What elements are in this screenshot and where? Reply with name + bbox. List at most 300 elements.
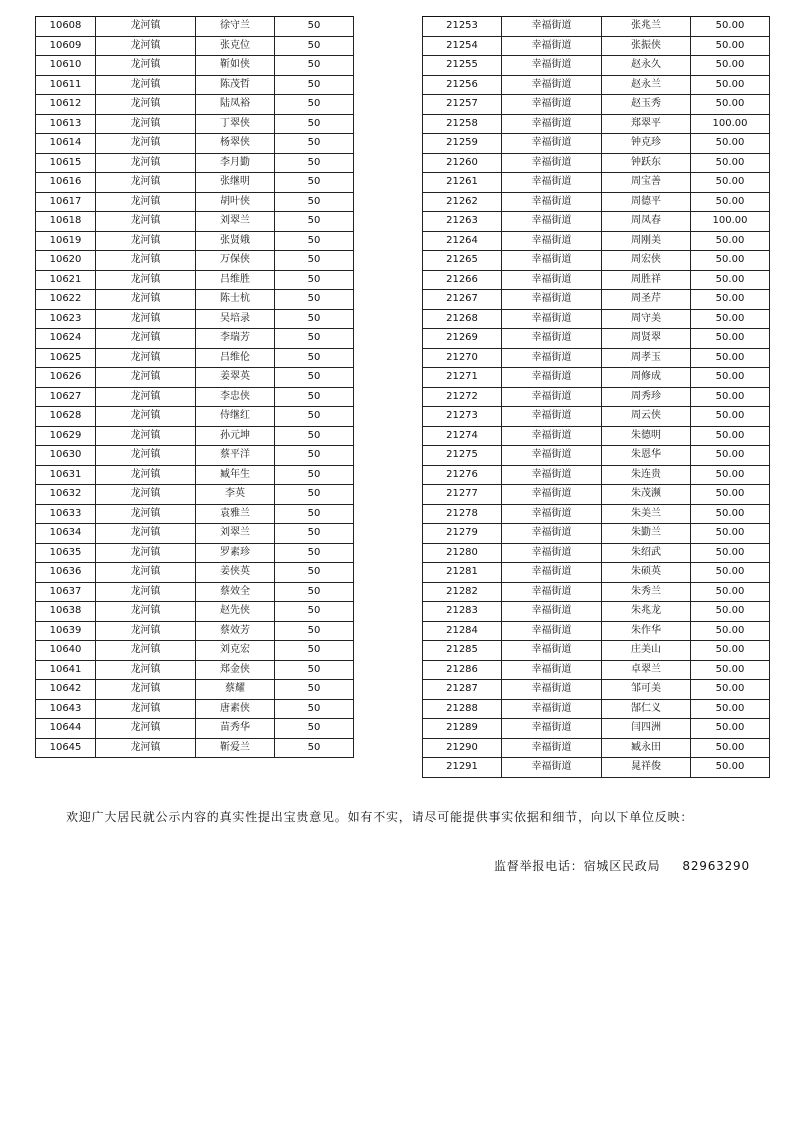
- table-row: [423, 543, 770, 563]
- district-cell: 龙河镇: [96, 212, 196, 232]
- table-row: [423, 504, 770, 524]
- serial-number-cell: 10612: [36, 95, 96, 115]
- serial-number-cell: 21259: [423, 134, 502, 154]
- district-cell: 幸福街道: [502, 699, 602, 719]
- serial-number-cell: 10614: [36, 134, 96, 154]
- table-row: [36, 582, 354, 602]
- amount-cell: 50: [275, 309, 354, 329]
- name-cell: 蔡效全: [196, 582, 275, 602]
- district-cell: 幸福街道: [502, 212, 602, 232]
- district-cell: 幸福街道: [502, 348, 602, 368]
- serial-number-cell: 21274: [423, 426, 502, 446]
- name-cell: 赵玉秀: [602, 95, 691, 115]
- serial-number-cell: 10641: [36, 660, 96, 680]
- serial-number-cell: 10617: [36, 192, 96, 212]
- district-cell: 龙河镇: [96, 446, 196, 466]
- serial-number-cell: 21270: [423, 348, 502, 368]
- amount-cell: 50: [275, 738, 354, 758]
- district-cell: 龙河镇: [96, 602, 196, 622]
- amount-cell: 50: [275, 348, 354, 368]
- serial-number-cell: 10640: [36, 641, 96, 661]
- district-cell: 幸福街道: [502, 641, 602, 661]
- table-row: [36, 621, 354, 641]
- table-row: [36, 309, 354, 329]
- table-row: [36, 368, 354, 388]
- serial-number-cell: 21261: [423, 173, 502, 193]
- name-cell: 罗素珍: [196, 543, 275, 563]
- amount-cell: 50.00: [691, 699, 770, 719]
- table-row: [36, 699, 354, 719]
- right-table-body: [423, 17, 770, 778]
- district-cell: 龙河镇: [96, 719, 196, 739]
- table-row: [36, 17, 354, 37]
- table-row: [36, 231, 354, 251]
- table-row: [423, 426, 770, 446]
- table-row: [423, 290, 770, 310]
- serial-number-cell: 21260: [423, 153, 502, 173]
- name-cell: 朱秀兰: [602, 582, 691, 602]
- district-cell: 幸福街道: [502, 309, 602, 329]
- table-row: [36, 114, 354, 134]
- table-row: [423, 192, 770, 212]
- serial-number-cell: 10608: [36, 17, 96, 37]
- district-cell: 幸福街道: [502, 524, 602, 544]
- serial-number-cell: 10613: [36, 114, 96, 134]
- table-row: [36, 36, 354, 56]
- table-row: [423, 17, 770, 37]
- district-cell: 幸福街道: [502, 543, 602, 563]
- table-row: [423, 251, 770, 271]
- amount-cell: 50.00: [691, 426, 770, 446]
- serial-number-cell: 21267: [423, 290, 502, 310]
- district-cell: 龙河镇: [96, 504, 196, 524]
- amount-cell: 50.00: [691, 485, 770, 505]
- district-cell: 龙河镇: [96, 329, 196, 349]
- table-row: [36, 660, 354, 680]
- amount-cell: 50: [275, 231, 354, 251]
- amount-cell: 50: [275, 582, 354, 602]
- name-cell: 周凤春: [602, 212, 691, 232]
- district-cell: 幸福街道: [502, 407, 602, 427]
- amount-cell: 50.00: [691, 524, 770, 544]
- amount-cell: 50: [275, 699, 354, 719]
- name-cell: 胡叶侠: [196, 192, 275, 212]
- serial-number-cell: 21279: [423, 524, 502, 544]
- name-cell: 周秀珍: [602, 387, 691, 407]
- amount-cell: 50: [275, 485, 354, 505]
- table-row: [36, 426, 354, 446]
- district-cell: 龙河镇: [96, 563, 196, 583]
- amount-cell: 50.00: [691, 270, 770, 290]
- right-recipient-table: [422, 16, 770, 778]
- table-row: [423, 56, 770, 76]
- amount-cell: 50: [275, 465, 354, 485]
- district-cell: 龙河镇: [96, 75, 196, 95]
- serial-number-cell: 10631: [36, 465, 96, 485]
- district-cell: 幸福街道: [502, 36, 602, 56]
- amount-cell: 50: [275, 17, 354, 37]
- serial-number-cell: 10636: [36, 563, 96, 583]
- district-cell: 幸福街道: [502, 329, 602, 349]
- amount-cell: 50.00: [691, 309, 770, 329]
- district-cell: 龙河镇: [96, 680, 196, 700]
- amount-cell: 50: [275, 270, 354, 290]
- district-cell: 幸福街道: [502, 563, 602, 583]
- name-cell: 陈茂哲: [196, 75, 275, 95]
- district-cell: 龙河镇: [96, 17, 196, 37]
- table-row: [36, 543, 354, 563]
- serial-number-cell: 10635: [36, 543, 96, 563]
- district-cell: 幸福街道: [502, 368, 602, 388]
- serial-number-cell: 10621: [36, 270, 96, 290]
- serial-number-cell: 21276: [423, 465, 502, 485]
- table-row: [423, 212, 770, 232]
- name-cell: 丁翠侠: [196, 114, 275, 134]
- amount-cell: 50: [275, 134, 354, 154]
- hotline-number: 82963290: [682, 859, 750, 873]
- district-cell: 幸福街道: [502, 270, 602, 290]
- table-row: [423, 465, 770, 485]
- district-cell: 龙河镇: [96, 660, 196, 680]
- district-cell: 幸福街道: [502, 251, 602, 271]
- table-row: [36, 446, 354, 466]
- name-cell: 陆凤裕: [196, 95, 275, 115]
- table-row: [423, 485, 770, 505]
- amount-cell: 50: [275, 192, 354, 212]
- serial-number-cell: 10610: [36, 56, 96, 76]
- name-cell: 蔡效芳: [196, 621, 275, 641]
- table-row: [36, 212, 354, 232]
- district-cell: 幸福街道: [502, 680, 602, 700]
- amount-cell: 50.00: [691, 543, 770, 563]
- name-cell: 赵永久: [602, 56, 691, 76]
- amount-cell: 50.00: [691, 563, 770, 583]
- district-cell: 幸福街道: [502, 75, 602, 95]
- district-cell: 幸福街道: [502, 504, 602, 524]
- table-row: [423, 270, 770, 290]
- amount-cell: 50.00: [691, 368, 770, 388]
- name-cell: 朱茂濒: [602, 485, 691, 505]
- district-cell: 幸福街道: [502, 387, 602, 407]
- name-cell: 姜侠英: [196, 563, 275, 583]
- district-cell: 幸福街道: [502, 173, 602, 193]
- table-row: [36, 641, 354, 661]
- left-table-body: [36, 17, 354, 758]
- amount-cell: 50: [275, 446, 354, 466]
- amount-cell: 50: [275, 543, 354, 563]
- district-cell: 幸福街道: [502, 192, 602, 212]
- name-cell: 刘翠兰: [196, 212, 275, 232]
- table-row: [423, 231, 770, 251]
- serial-number-cell: 21284: [423, 621, 502, 641]
- amount-cell: 50.00: [691, 95, 770, 115]
- name-cell: 郜仁义: [602, 699, 691, 719]
- name-cell: 周云侠: [602, 407, 691, 427]
- district-cell: 幸福街道: [502, 17, 602, 37]
- district-cell: 幸福街道: [502, 582, 602, 602]
- name-cell: 张贤娥: [196, 231, 275, 251]
- serial-number-cell: 21277: [423, 485, 502, 505]
- district-cell: 龙河镇: [96, 368, 196, 388]
- table-row: [423, 348, 770, 368]
- amount-cell: 50.00: [691, 348, 770, 368]
- serial-number-cell: 10620: [36, 251, 96, 271]
- table-row: [36, 290, 354, 310]
- district-cell: 幸福街道: [502, 758, 602, 778]
- left-recipient-table: [35, 16, 354, 758]
- amount-cell: 50: [275, 660, 354, 680]
- serial-number-cell: 10624: [36, 329, 96, 349]
- name-cell: 张继明: [196, 173, 275, 193]
- table-row: [423, 114, 770, 134]
- serial-number-cell: 21253: [423, 17, 502, 37]
- table-row: [423, 407, 770, 427]
- district-cell: 龙河镇: [96, 348, 196, 368]
- name-cell: 朱兆龙: [602, 602, 691, 622]
- name-cell: 朱连贵: [602, 465, 691, 485]
- serial-number-cell: 10616: [36, 173, 96, 193]
- name-cell: 钟克珍: [602, 134, 691, 154]
- name-cell: 袁雅兰: [196, 504, 275, 524]
- name-cell: 蔡平洋: [196, 446, 275, 466]
- amount-cell: 50: [275, 602, 354, 622]
- district-cell: 幸福街道: [502, 465, 602, 485]
- table-row: [36, 738, 354, 758]
- table-row: [423, 173, 770, 193]
- serial-number-cell: 10630: [36, 446, 96, 466]
- table-row: [36, 524, 354, 544]
- serial-number-cell: 21291: [423, 758, 502, 778]
- district-cell: 龙河镇: [96, 641, 196, 661]
- serial-number-cell: 10642: [36, 680, 96, 700]
- table-row: [36, 387, 354, 407]
- serial-number-cell: 10629: [36, 426, 96, 446]
- table-row: [423, 641, 770, 661]
- district-cell: 幸福街道: [502, 426, 602, 446]
- serial-number-cell: 21255: [423, 56, 502, 76]
- amount-cell: 50.00: [691, 329, 770, 349]
- serial-number-cell: 21281: [423, 563, 502, 583]
- district-cell: 幸福街道: [502, 231, 602, 251]
- district-cell: 龙河镇: [96, 465, 196, 485]
- table-row: [423, 738, 770, 758]
- name-cell: 朱勤兰: [602, 524, 691, 544]
- table-row: [423, 329, 770, 349]
- district-cell: 龙河镇: [96, 95, 196, 115]
- serial-number-cell: 10623: [36, 309, 96, 329]
- name-cell: 靳爱兰: [196, 738, 275, 758]
- amount-cell: 50: [275, 504, 354, 524]
- name-cell: 周圣芹: [602, 290, 691, 310]
- name-cell: 卓翠兰: [602, 660, 691, 680]
- name-cell: 苗秀华: [196, 719, 275, 739]
- table-row: [36, 485, 354, 505]
- table-row: [36, 602, 354, 622]
- amount-cell: 50: [275, 524, 354, 544]
- district-cell: 幸福街道: [502, 134, 602, 154]
- table-row: [423, 660, 770, 680]
- district-cell: 龙河镇: [96, 582, 196, 602]
- table-row: [423, 758, 770, 778]
- serial-number-cell: 10628: [36, 407, 96, 427]
- amount-cell: 50.00: [691, 407, 770, 427]
- name-cell: 周胜祥: [602, 270, 691, 290]
- serial-number-cell: 21265: [423, 251, 502, 271]
- district-cell: 龙河镇: [96, 485, 196, 505]
- name-cell: 朱恩华: [602, 446, 691, 466]
- table-row: [36, 192, 354, 212]
- district-cell: 幸福街道: [502, 660, 602, 680]
- table-row: [423, 368, 770, 388]
- serial-number-cell: 10622: [36, 290, 96, 310]
- district-cell: 龙河镇: [96, 231, 196, 251]
- name-cell: 周德平: [602, 192, 691, 212]
- name-cell: 周修成: [602, 368, 691, 388]
- district-cell: 龙河镇: [96, 621, 196, 641]
- amount-cell: 50.00: [691, 134, 770, 154]
- amount-cell: 50.00: [691, 17, 770, 37]
- table-row: [423, 75, 770, 95]
- serial-number-cell: 21283: [423, 602, 502, 622]
- amount-cell: 50: [275, 95, 354, 115]
- name-cell: 靳如侠: [196, 56, 275, 76]
- amount-cell: 50.00: [691, 75, 770, 95]
- name-cell: 张振侠: [602, 36, 691, 56]
- name-cell: 万保侠: [196, 251, 275, 271]
- serial-number-cell: 21269: [423, 329, 502, 349]
- amount-cell: 50.00: [691, 719, 770, 739]
- table-row: [36, 329, 354, 349]
- district-cell: 幸福街道: [502, 719, 602, 739]
- district-cell: 龙河镇: [96, 426, 196, 446]
- name-cell: 孙元坤: [196, 426, 275, 446]
- name-cell: 刘翠兰: [196, 524, 275, 544]
- district-cell: 幸福街道: [502, 56, 602, 76]
- district-cell: 幸福街道: [502, 446, 602, 466]
- table-row: [36, 153, 354, 173]
- amount-cell: 50.00: [691, 56, 770, 76]
- district-cell: 幸福街道: [502, 485, 602, 505]
- district-cell: 龙河镇: [96, 699, 196, 719]
- name-cell: 赵永兰: [602, 75, 691, 95]
- name-cell: 张兆兰: [602, 17, 691, 37]
- name-cell: 朱硕英: [602, 563, 691, 583]
- amount-cell: 100.00: [691, 114, 770, 134]
- table-row: [423, 582, 770, 602]
- table-row: [423, 699, 770, 719]
- district-cell: 龙河镇: [96, 192, 196, 212]
- serial-number-cell: 21273: [423, 407, 502, 427]
- serial-number-cell: 10609: [36, 36, 96, 56]
- amount-cell: 50.00: [691, 290, 770, 310]
- table-row: [423, 680, 770, 700]
- serial-number-cell: 10638: [36, 602, 96, 622]
- name-cell: 赵先侠: [196, 602, 275, 622]
- serial-number-cell: 10627: [36, 387, 96, 407]
- amount-cell: 50.00: [691, 231, 770, 251]
- serial-number-cell: 10618: [36, 212, 96, 232]
- serial-number-cell: 21257: [423, 95, 502, 115]
- table-row: [423, 524, 770, 544]
- amount-cell: 50.00: [691, 36, 770, 56]
- amount-cell: 50: [275, 36, 354, 56]
- serial-number-cell: 21258: [423, 114, 502, 134]
- name-cell: 蔡耀: [196, 680, 275, 700]
- district-cell: 龙河镇: [96, 738, 196, 758]
- district-cell: 龙河镇: [96, 524, 196, 544]
- name-cell: 李英: [196, 485, 275, 505]
- serial-number-cell: 21266: [423, 270, 502, 290]
- amount-cell: 100.00: [691, 212, 770, 232]
- name-cell: 徐守兰: [196, 17, 275, 37]
- serial-number-cell: 21278: [423, 504, 502, 524]
- serial-number-cell: 21286: [423, 660, 502, 680]
- serial-number-cell: 21275: [423, 446, 502, 466]
- serial-number-cell: 21280: [423, 543, 502, 563]
- amount-cell: 50: [275, 153, 354, 173]
- district-cell: 幸福街道: [502, 153, 602, 173]
- name-cell: 周宝善: [602, 173, 691, 193]
- district-cell: 龙河镇: [96, 56, 196, 76]
- name-cell: 杨翠侠: [196, 134, 275, 154]
- table-row: [36, 407, 354, 427]
- name-cell: 臧年生: [196, 465, 275, 485]
- table-row: [36, 563, 354, 583]
- serial-number-cell: 10625: [36, 348, 96, 368]
- district-cell: 幸福街道: [502, 621, 602, 641]
- name-cell: 姜翠英: [196, 368, 275, 388]
- name-cell: 李瑞芳: [196, 329, 275, 349]
- name-cell: 吕维伦: [196, 348, 275, 368]
- serial-number-cell: 21272: [423, 387, 502, 407]
- name-cell: 钟跃东: [602, 153, 691, 173]
- district-cell: 龙河镇: [96, 309, 196, 329]
- table-row: [423, 134, 770, 154]
- table-row: [423, 602, 770, 622]
- serial-number-cell: 21264: [423, 231, 502, 251]
- name-cell: 朱绍武: [602, 543, 691, 563]
- table-row: [36, 134, 354, 154]
- table-row: [36, 270, 354, 290]
- name-cell: 刘克宏: [196, 641, 275, 661]
- amount-cell: 50.00: [691, 504, 770, 524]
- name-cell: 唐素侠: [196, 699, 275, 719]
- name-cell: 周刚美: [602, 231, 691, 251]
- serial-number-cell: 21289: [423, 719, 502, 739]
- amount-cell: 50.00: [691, 621, 770, 641]
- amount-cell: 50: [275, 719, 354, 739]
- amount-cell: 50.00: [691, 602, 770, 622]
- name-cell: 李月勤: [196, 153, 275, 173]
- table-row: [423, 387, 770, 407]
- district-cell: 幸福街道: [502, 602, 602, 622]
- amount-cell: 50: [275, 680, 354, 700]
- table-row: [36, 465, 354, 485]
- amount-cell: 50.00: [691, 173, 770, 193]
- amount-cell: 50: [275, 251, 354, 271]
- district-cell: 幸福街道: [502, 290, 602, 310]
- name-cell: 郑翠平: [602, 114, 691, 134]
- name-cell: 周守美: [602, 309, 691, 329]
- amount-cell: 50.00: [691, 465, 770, 485]
- name-cell: 周孝玉: [602, 348, 691, 368]
- name-cell: 朱德明: [602, 426, 691, 446]
- serial-number-cell: 10639: [36, 621, 96, 641]
- serial-number-cell: 21282: [423, 582, 502, 602]
- table-row: [423, 621, 770, 641]
- serial-number-cell: 10645: [36, 738, 96, 758]
- amount-cell: 50: [275, 114, 354, 134]
